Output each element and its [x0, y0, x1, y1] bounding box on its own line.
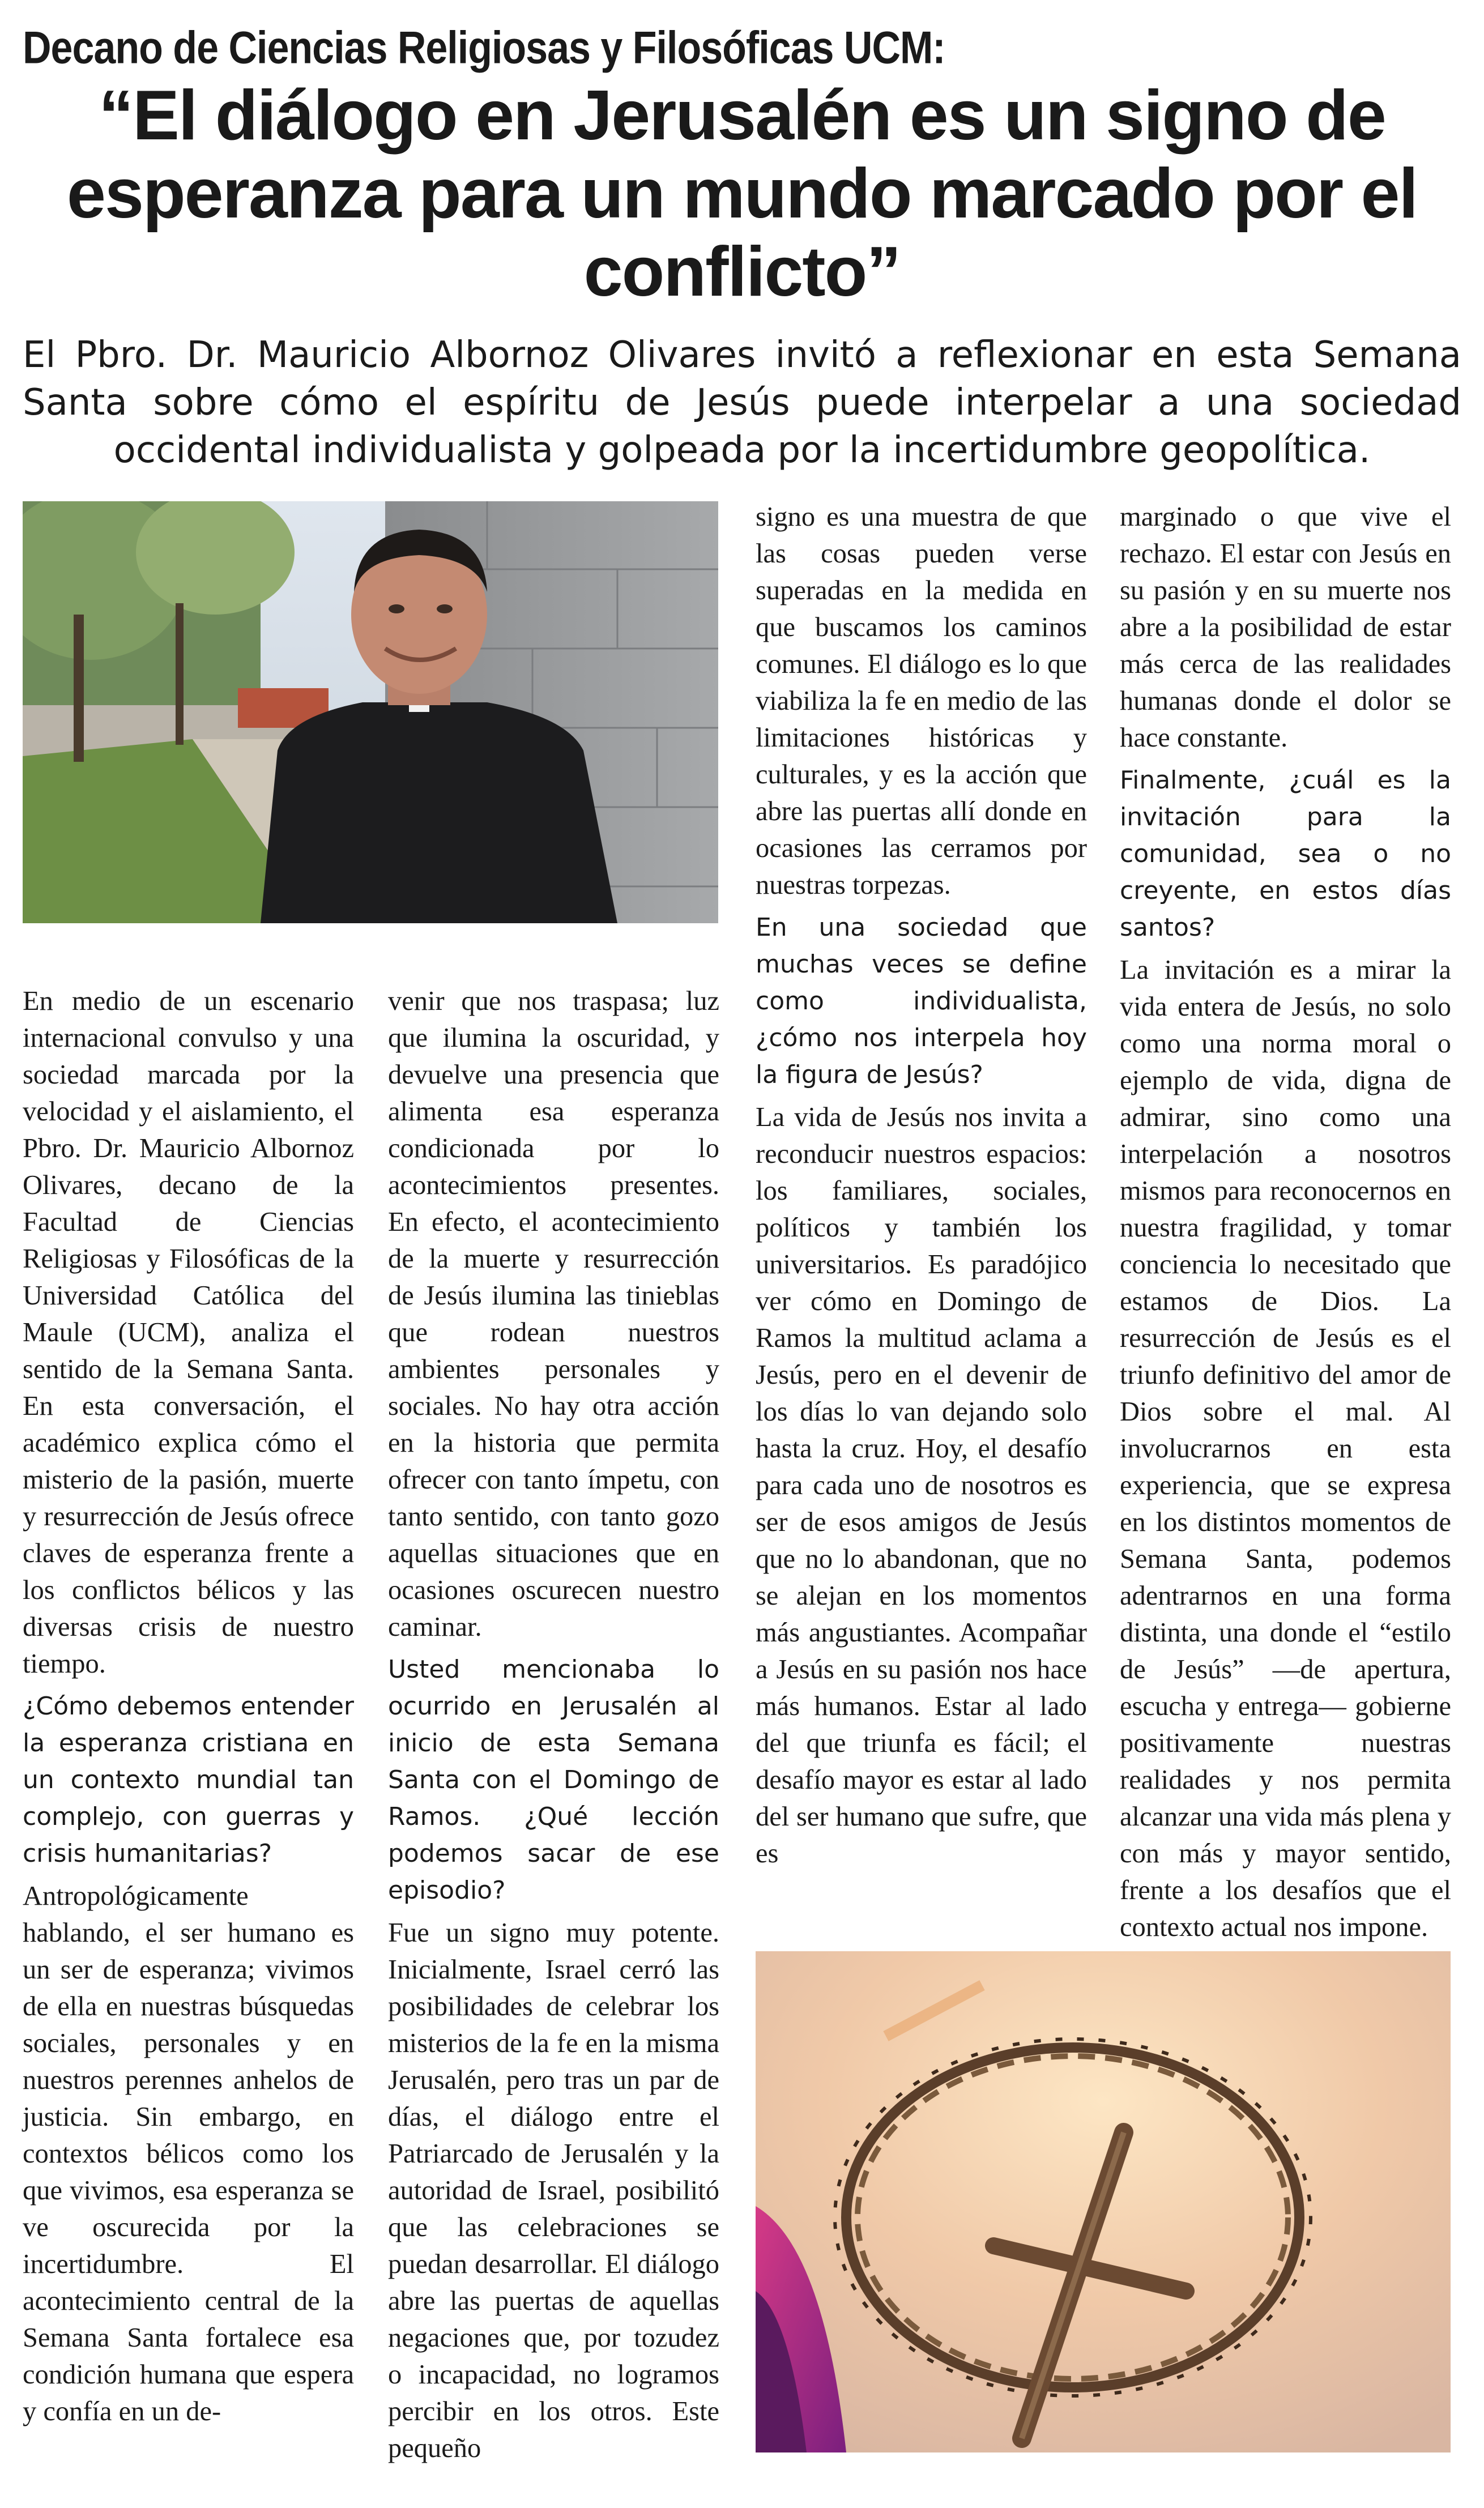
crown-of-thorns-cross-photo	[756, 1951, 1451, 2452]
interview-question: Usted mencionaba lo ocurrido en Jerusalén al inicio de esta Semana Santa con el Domingo de Ramos. ¿Qué lección podemos sacar de ese episodio?	[388, 1655, 719, 1905]
body-paragraph: marginado o que vive el rechazo. El estar con Jesús en su pasión y en su muerte nos abre a la posibilidad de estar más cerca de las realidades humanas donde el dolor se hace constante.	[1120, 502, 1451, 753]
body-paragraph: En medio de un escenario internacional convulso y una sociedad marcada por la velocidad y el aislamiento, el Pbro. Dr. Mauricio Albornoz Olivares, decano de la Facultad de Ciencias Religiosas y Filosóficas de la Universidad Católica del Maule (UCM), analiza el sentido de la Semana Santa. En esta conversación, el académico explica cómo el misterio de la pasión, muerte y resurrección de Jesús ofrece claves de esperanza frente a los conflictos bélicos y las diversas crisis de nuestro tiempo.	[23, 986, 354, 1679]
interview-question: ¿Cómo debemos entender la esperanza cristiana en un contexto mundial tan complejo, con guerras y crisis humanitarias?	[23, 1692, 354, 1868]
interview-question: En una sociedad que muchas veces se define como individualista, ¿cómo nos interpela hoy la figura de Jesús?	[756, 913, 1087, 1089]
article-headline: “El diálogo en Jerusalén es un signo de esperanza para un mundo marcado por el conflicto”	[67, 76, 1417, 311]
priest-portrait-photo	[23, 501, 718, 923]
body-paragraph: La invitación es a mirar la vida entera de Jesús, no solo como una norma moral o ejemplo de vida, digna de admirar, sino como una interpelación a nosotros mismos para reconocernos en nuestra fragilidad, y tomar conciencia lo necesitado que estamos de Dios. La resurrección de Jesús es el triunfo definitivo del amor de Dios sobre el mal. Al involucrarnos en esta experiencia, que se expresa en los distintos momentos de Semana Santa, podemos adentrarnos en una forma distinta, una donde el “estilo de Jesús” —de apertura, escucha y entrega— gobierne positivamente nuestras realidades y nos permita alcanzar una vida más plena y con más y mayor sentido, frente a los desafíos que el contexto actual nos impone.	[1120, 955, 1451, 1942]
article-kicker: Decano de Ciencias Religiosas y Filosóficas UCM:	[23, 22, 945, 73]
body-paragraph: Antropológicamente hablando, el ser humano es un ser de esperanza; vivimos de ella en nuestras búsquedas sociales, personales y en nuestros perennes anhelos de justicia. Sin embargo, en contextos bélicos como los que vivimos, esa esperanza se ve oscurecida por la incertidumbre. El acontecimiento central de la Semana Santa fortalece esa condición humana que espera y confía en un de-	[23, 1881, 354, 2426]
article-column-2	[388, 983, 719, 2472]
body-paragraph: La vida de Jesús nos invita a reconducir nuestros espacios: los familiares, sociales, políticos y también los universitarios. Es paradójico ver cómo en Domingo de Ramos la multitud aclama a Jesús, pero en el devenir de los días lo van dejando solo hasta la cruz. Hoy, el desafío para cada uno de nosotros es ser de esos amigos de Jesús que no lo abandonan, que no se alejan en los momentos más angustiantes. Acompañar a Jesús en su pasión nos hace más humanos. Estar al lado del que triunfa es fácil; el desafío mayor es estar al lado del ser humano que sufre, que es	[756, 1102, 1087, 1869]
article-column-1	[23, 983, 354, 2436]
article-column-3	[756, 498, 1087, 1878]
body-paragraph: signo es una muestra de que las cosas pueden verse superadas en la medida en que buscamos los caminos comunes. El diálogo es lo que viabiliza la fe en medio de las limitaciones históricas y culturales, y es la acción que abre las puertas allí donde en ocasiones las cerramos por nuestras torpezas.	[756, 502, 1087, 900]
body-paragraph: Fue un signo muy potente. Inicialmente, Israel cerró las posibilidades de celebrar los misterios de la fe en la misma Jerusalén, pero tras un par de días, el diálogo entre el Patriarcado de Jerusalén y la autoridad de Israel, posibilitó que las celebraciones se puedan desarrollar. El diálogo abre las puertas de aquellas negaciones que, por tozudez o incapacidad, no logramos percibir en los otros. Este pequeño	[388, 1918, 719, 2463]
article-column-4	[1120, 498, 1451, 1951]
article-deck: El Pbro. Dr. Mauricio Albornoz Olivares invitó a reflexionar en esta Semana Santa sobre cómo el espíritu de Jesús puede interpelar a una sociedad occidental individualista y golpeada por la incertidumbre geopolítica.	[23, 334, 1461, 471]
interview-question: Finalmente, ¿cuál es la invitación para la comunidad, sea o no creyente, en estos días santos?	[1120, 766, 1451, 942]
body-paragraph: venir que nos traspasa; luz que ilumina la oscuridad, y devuelve una presencia que alimenta esa esperanza condicionada por lo acontecimientos presentes. En efecto, el acontecimiento de la muerte y resurrección de Jesús ilumina las tinieblas que rodean nuestros ambientes personales y sociales. No hay otra acción en la historia que permita ofrecer con tanto ímpetu, con tanto sentido, con tanto gozo aquellas situaciones que en ocasiones oscurecen nuestro caminar.	[388, 986, 719, 1642]
